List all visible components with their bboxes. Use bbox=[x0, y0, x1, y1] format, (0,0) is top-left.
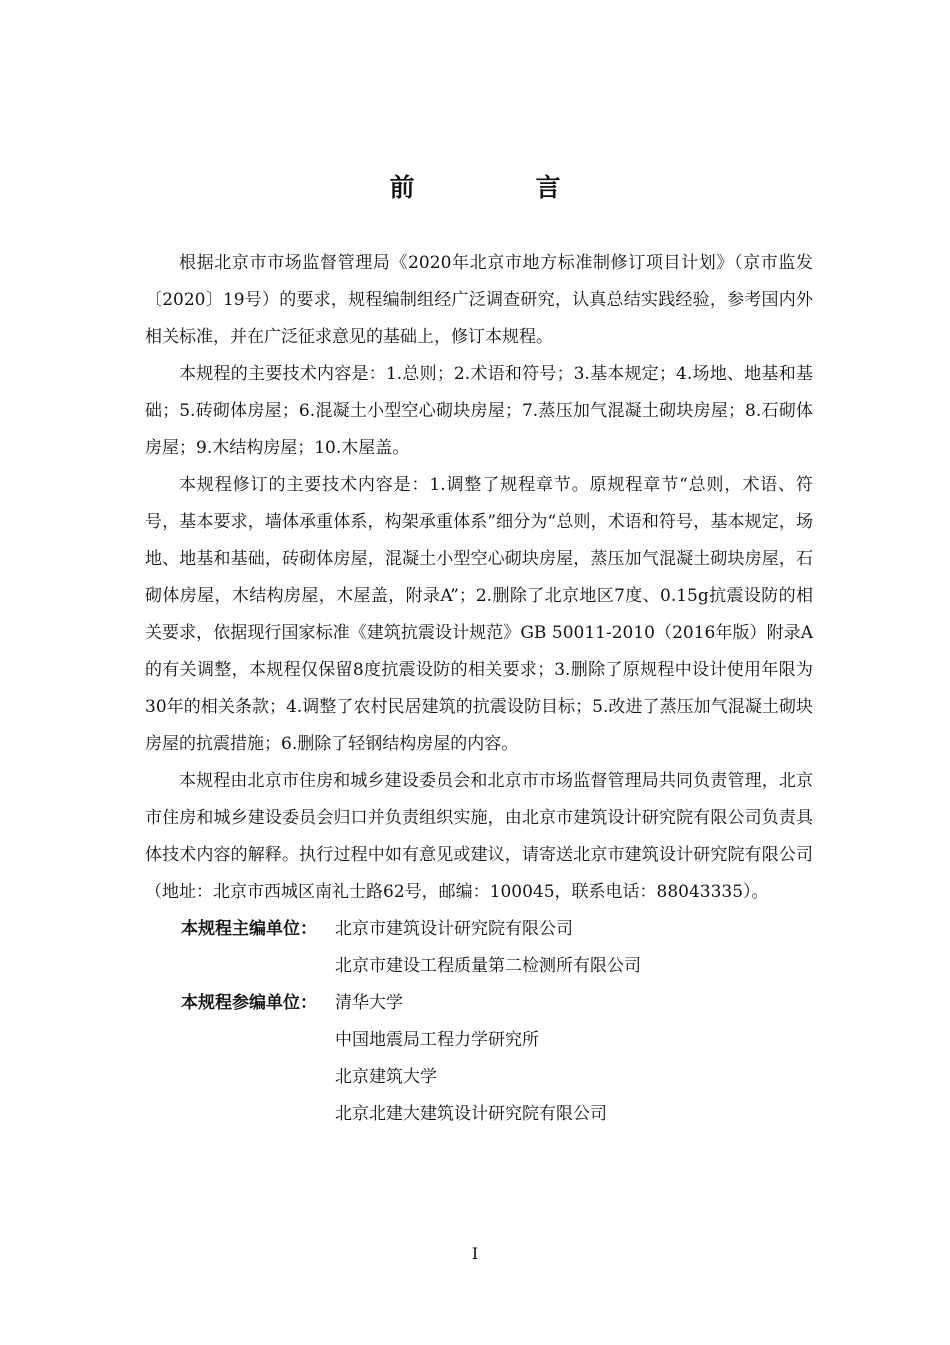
chief-units-label: 本规程主编单位： bbox=[181, 919, 317, 939]
participating-unit-name: 清华大学 bbox=[335, 993, 403, 1013]
chief-units-row bbox=[145, 911, 813, 985]
page-title: 前 言 bbox=[389, 173, 609, 202]
page-number: I bbox=[471, 1244, 479, 1263]
participating-units-list bbox=[335, 985, 813, 1133]
paragraph-4: 本规程由北京市住房和城乡建设委员会和北京市市场监督管理局共同负责管理，北京市住房和城乡建设委员会归口并负责组织实施，由北京市建筑设计研究院有限公司负责具体技术内容的解释。执行过程中如有意见或建议，请寄送北京市建筑设计研究院有限公司（地址：北京市西城区南礼士路62号，邮编：100045，联系电话：88043335）。 bbox=[145, 771, 813, 902]
chief-units-list bbox=[335, 911, 813, 985]
participating-units-row bbox=[145, 985, 813, 1133]
chief-unit-name: 北京市建设工程质量第二检测所有限公司 bbox=[335, 956, 641, 976]
participating-unit-name: 中国地震局工程力学研究所 bbox=[335, 1030, 539, 1050]
paragraph-1: 根据北京市市场监督管理局《2020年北京市地方标准制修订项目计划》（京市监发〔2020〕19号）的要求，规程编制组经广泛调查研究，认真总结实践经验，参考国内外相关标准，并在广泛征求意见的基础上，修订本规程。 bbox=[145, 253, 813, 347]
participating-unit-name: 北京建筑大学 bbox=[335, 1067, 437, 1087]
paragraph-3: 本规程修订的主要技术内容是：1.调整了规程章节。原规程章节“总则，术语、符号，基本要求，墙体承重体系，构架承重体系”细分为“总则，术语和符号，基本规定，场地、地基和基础，砖砌体房屋，混凝土小型空心砌块房屋，蒸压加气混凝土砌块房屋，石砌体房屋，木结构房屋，木屋盖，附录A”；2.删除了北京地区7度、0.15g抗震设防的相关要求，依据现行国家标准《建筑抗震设计规范》GB 50011-2010（2016年版）附录A的有关调整，本规程仅保留8度抗震设防的相关要求；3.删除了原规程中设计使用年限为30年的相关条款；4.调整了农村民居建筑的抗震设防目标；5.改进了蒸压加气混凝土砌块房屋的抗震措施；6.删除了轻钢结构房屋的内容。 bbox=[145, 475, 813, 754]
document-body bbox=[145, 245, 813, 1133]
units-section bbox=[145, 911, 813, 1133]
participating-units-label: 本规程参编单位： bbox=[181, 993, 317, 1013]
participating-unit-name: 北京北建大建筑设计研究院有限公司 bbox=[335, 1104, 607, 1124]
paragraph-2: 本规程的主要技术内容是：1.总则；2.术语和符号；3.基本规定；4.场地、地基和基础；5.砖砌体房屋；6.混凝土小型空心砌块房屋；7.蒸压加气混凝土砌块房屋；8.石砌体房屋；9.木结构房屋；10.木屋盖。 bbox=[145, 364, 813, 458]
chief-unit-name: 北京市建筑设计研究院有限公司 bbox=[335, 919, 573, 939]
